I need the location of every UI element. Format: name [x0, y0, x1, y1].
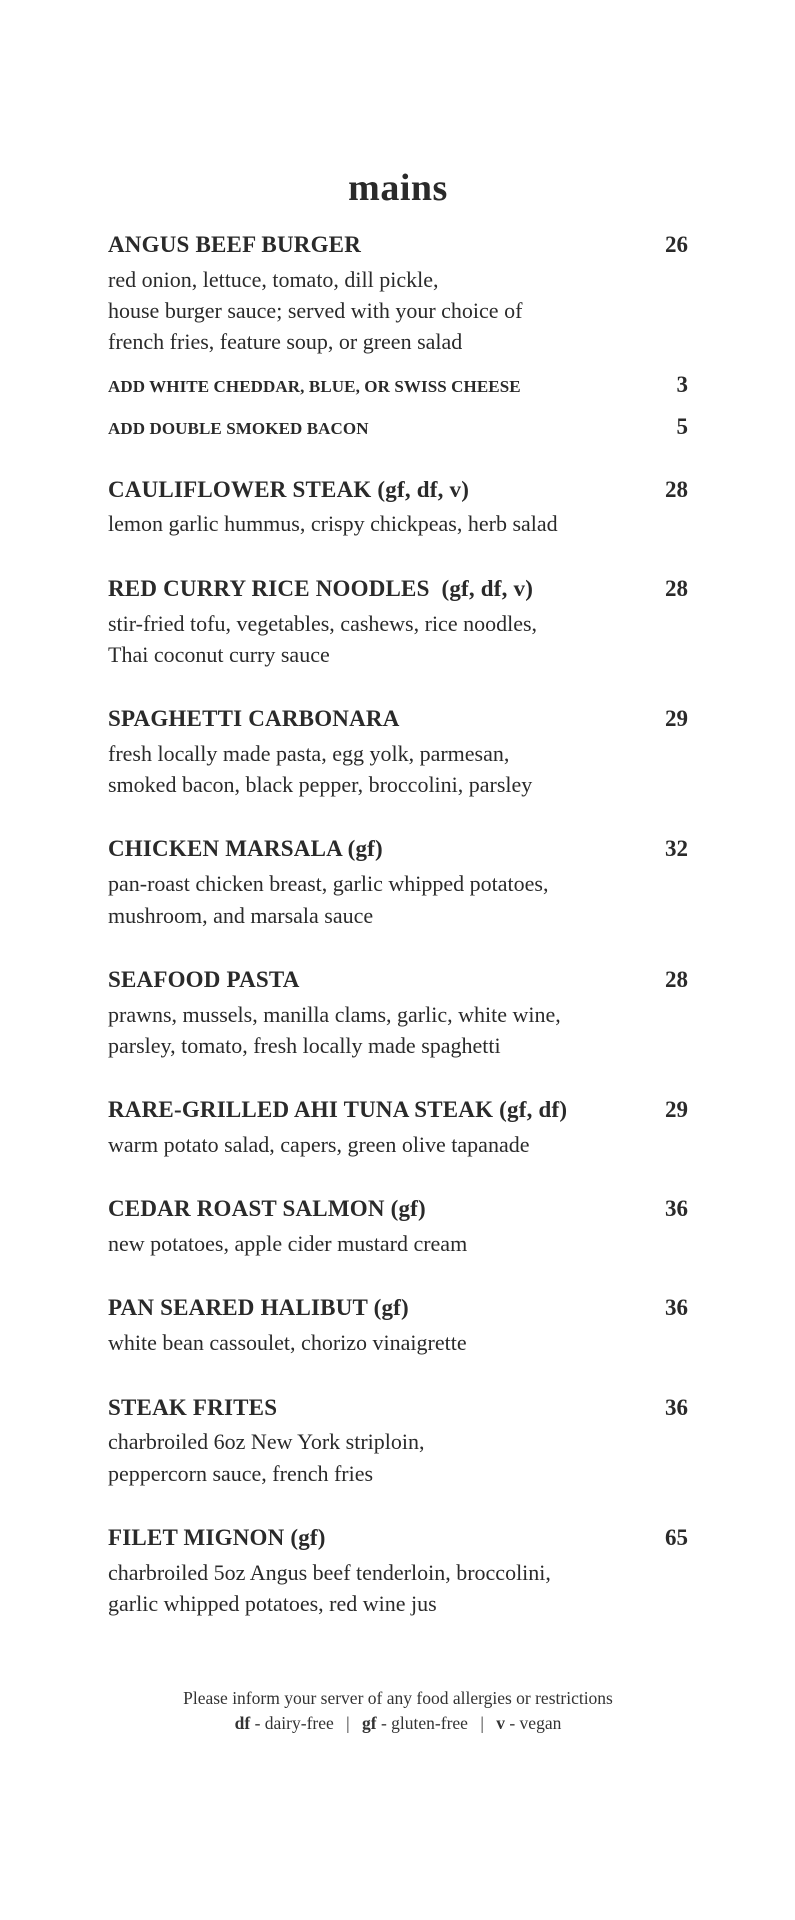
menu-item-price: 26 — [665, 231, 688, 257]
description-line: red onion, lettuce, tomato, dill pickle, — [108, 266, 439, 292]
menu-item — [108, 1523, 688, 1619]
menu-item-name: SPAGHETTI CARBONARA — [108, 706, 400, 732]
add-on-price: 3 — [676, 372, 688, 398]
menu-item-description — [108, 1426, 688, 1488]
menu-item-name: ANGUS BEEF BURGER — [108, 231, 362, 257]
menu-item-price: 65 — [665, 1524, 688, 1550]
menu-item — [108, 475, 688, 540]
add-on-name: ADD WHITE CHEDDAR, BLUE, OR SWISS CHEESE — [108, 377, 521, 397]
description-line: lemon garlic hummus, crispy chickpeas, herb salad — [108, 511, 558, 537]
menu-item-price: 32 — [665, 836, 688, 862]
menu-item — [108, 574, 688, 670]
menu-item-name: SEAFOOD PASTA — [108, 966, 300, 992]
description-line: mushroom, and marsala sauce — [108, 902, 374, 928]
description-line: charbroiled 6oz New York striploin, — [108, 1429, 425, 1455]
description-line: white bean cassoulet, chorizo vinaigrette — [108, 1330, 467, 1356]
description-line: smoked bacon, black pepper, broccolini, parsley — [108, 772, 533, 798]
add-on-item — [108, 371, 688, 399]
legend-separator: | — [480, 1713, 484, 1734]
description-line: french fries, feature soup, or green salad — [108, 329, 463, 355]
menu-title: mains — [348, 167, 448, 209]
description-line: warm potato salad, capers, green olive tapanade — [108, 1132, 530, 1158]
menu-item-description — [108, 608, 688, 670]
menu-item-price: 28 — [665, 575, 688, 601]
menu-item-name: FILET MIGNON (gf) — [108, 1524, 326, 1550]
menu-item-description — [108, 868, 688, 930]
menu-item-name: CAULIFLOWER STEAK (gf, df, v) — [108, 476, 470, 502]
menu-item — [108, 965, 688, 1061]
menu-item-name: CHICKEN MARSALA (gf) — [108, 836, 383, 862]
legend-meaning: - dairy-free — [250, 1713, 334, 1734]
description-line: prawns, mussels, manilla clams, garlic, white wine, — [108, 1001, 561, 1027]
menu-item-name: PAN SEARED HALIBUT (gf) — [108, 1295, 409, 1321]
menu-item — [108, 1293, 688, 1358]
add-on-name: ADD DOUBLE SMOKED BACON — [108, 418, 369, 438]
menu-item-price: 29 — [665, 706, 688, 732]
menu-item-description — [108, 1228, 688, 1259]
description-line: stir-fried tofu, vegetables, cashews, rice noodles, — [108, 610, 538, 636]
description-line: garlic whipped potatoes, red wine jus — [108, 1591, 437, 1616]
menu-item-price: 36 — [665, 1196, 688, 1222]
menu-item-name: RARE-GRILLED AHI TUNA STEAK (gf, df) — [108, 1097, 568, 1123]
menu-footer — [108, 1686, 688, 1737]
menu-item-description — [108, 738, 688, 800]
description-line: Thai coconut curry sauce — [108, 641, 330, 667]
description-line: house burger sauce; served with your choice of — [108, 297, 523, 323]
menu-item-price: 28 — [665, 476, 688, 502]
dietary-legend — [108, 1711, 688, 1736]
menu-item-description — [108, 1327, 688, 1358]
menu-item-price: 36 — [665, 1295, 688, 1321]
description-line: pan-roast chicken breast, garlic whipped potatoes, — [108, 871, 549, 897]
menu-item-price: 28 — [665, 966, 688, 992]
legend-meaning: - gluten-free — [376, 1713, 468, 1734]
menu-item-description — [108, 508, 688, 539]
description-line: parsley, tomato, fresh locally made spaghetti — [108, 1032, 501, 1058]
legend-abbr: gf — [362, 1713, 377, 1734]
menu-item-name: RED CURRY RICE NOODLES (gf, df, v) — [108, 575, 534, 601]
menu-item-description — [108, 1129, 688, 1160]
legend-abbr: df — [234, 1713, 251, 1734]
add-on-price: 5 — [676, 413, 688, 439]
menu — [108, 168, 688, 1653]
add-on-list — [108, 371, 688, 440]
description-line: peppercorn sauce, french fries — [108, 1460, 374, 1486]
menu-item-price: 36 — [665, 1394, 688, 1420]
menu-item-description — [108, 1557, 688, 1619]
menu-item — [108, 1194, 688, 1259]
legend-abbr: v — [496, 1713, 505, 1734]
menu-item-price: 29 — [665, 1097, 688, 1123]
menu-item-name: STEAK FRITES — [108, 1394, 278, 1420]
description-line: fresh locally made pasta, egg yolk, parmesan, — [108, 740, 510, 766]
legend-separator: | — [346, 1713, 350, 1734]
menu-item-name: CEDAR ROAST SALMON (gf) — [108, 1196, 426, 1222]
menu-item — [108, 230, 688, 441]
allergy-notice: Please inform your server of any food allergies or restrictions — [183, 1688, 613, 1708]
menu-item — [108, 1393, 688, 1489]
menu-item-description — [108, 999, 688, 1061]
legend-meaning: - vegan — [504, 1713, 562, 1734]
description-line: new potatoes, apple cider mustard cream — [108, 1231, 468, 1257]
menu-item — [108, 1095, 688, 1160]
description-line: charbroiled 5oz Angus beef tenderloin, broccolini, — [108, 1559, 551, 1585]
menu-item-description — [108, 264, 688, 358]
menu-item — [108, 704, 688, 800]
add-on-item — [108, 413, 688, 441]
menu-item — [108, 834, 688, 930]
